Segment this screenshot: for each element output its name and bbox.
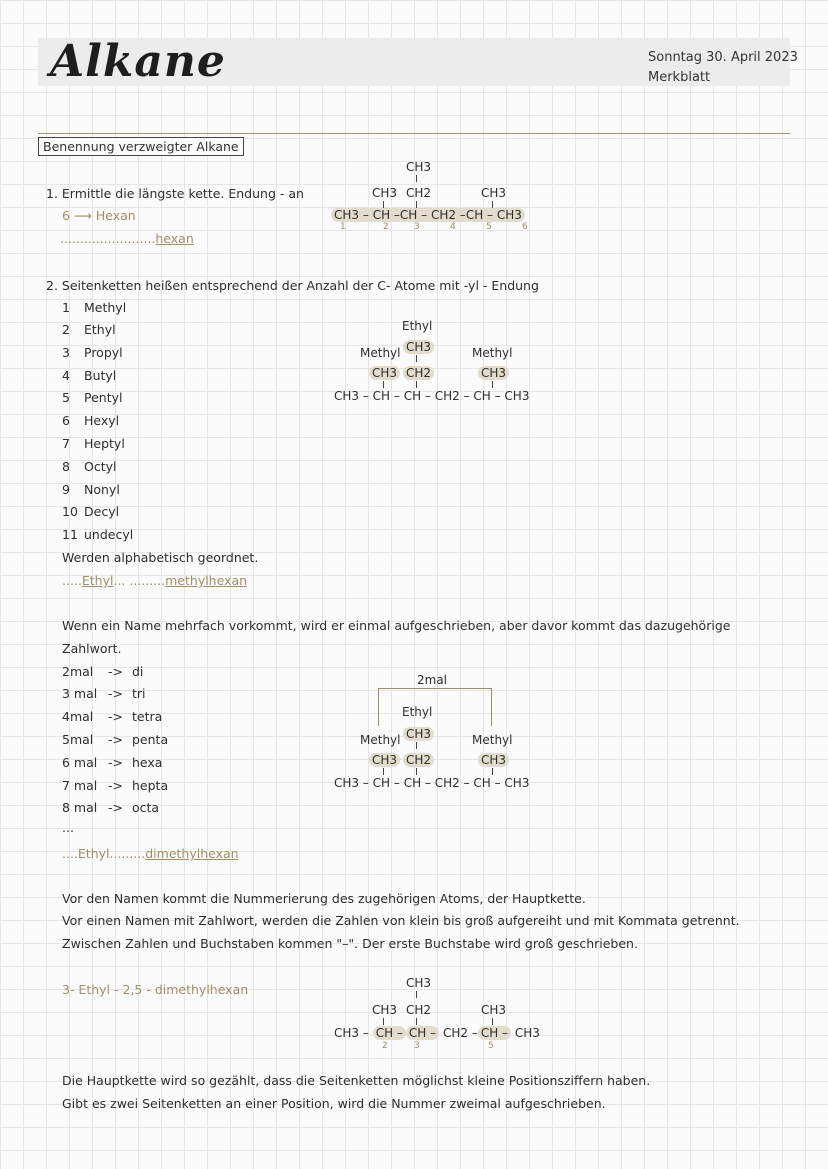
chain-atom-text: CH – [372,208,400,222]
list-name: Butyl [84,368,117,383]
list-item [62,413,119,428]
multiplier-item [62,755,162,770]
final-branch-left: CH3 [372,1003,398,1017]
chain-atom: CH2 – [442,1026,478,1040]
formula3-branch-left [369,753,400,767]
bond [383,1018,384,1025]
list-item [62,368,116,383]
count: 6 mal [62,755,98,770]
arrow: -> [108,800,123,815]
example-methyl: methylhexan [165,573,248,588]
highlighted-atom: CH – [373,1026,406,1040]
example-ethyl: ....Ethyl......... [62,846,146,861]
position-number: 2 [382,1041,388,1051]
arrow: -> [108,686,123,701]
multiplier-item [62,732,168,747]
final-branch-mid: CH2 [406,1003,432,1017]
list-name: Propyl [84,345,123,360]
list-item [62,300,126,315]
formula1-branch-right: CH3 [481,186,507,200]
multiplier-item [62,664,143,679]
bond [416,1018,417,1025]
arrow: -> [108,778,123,793]
chain-atom-text: CH3 – [334,208,369,222]
highlighted-atom: CH – [406,1026,439,1040]
multiplier-item [62,778,168,793]
multi-text-line2: Zahlwort. [62,641,122,656]
dots: ..... [62,573,82,588]
rules-line3: Zwischen Zahlen und Buchstaben kommen "–". Der erste Buchstabe wird groß geschrieben. [62,936,638,951]
list-number: 2 [62,322,70,337]
list-name: Nonyl [84,482,120,497]
bracket-top [378,688,492,689]
word: tetra [132,709,163,724]
list-name: Decyl [84,504,120,519]
multiplier-item [62,686,146,701]
list-number: 10 [62,504,78,519]
list-number: 6 [62,413,70,428]
bond [383,201,384,208]
formula2-chain: CH3 – CH – CH – CH2 – CH – CH3 [334,389,530,403]
chain-number: 2 [383,222,389,232]
chain-atom: CH3 – [334,1026,369,1040]
bond [416,355,417,362]
formula1-branch-left: CH3 [372,186,398,200]
label-methyl-right: Methyl [472,346,513,360]
final-name: 3- Ethyl - 2,5 - dimethylhexan [62,982,249,997]
chain-atom-text: CH – [399,208,428,222]
highlighted-group: CH3 [478,753,509,767]
list-item [62,527,133,542]
bond [416,201,417,208]
list-name: Octyl [84,459,117,474]
list-number: 9 [62,482,70,497]
chain-number: 6 [522,222,528,232]
arrow: -> [108,755,123,770]
step1-text: 1. Ermittle die längste kette. Endung - an [46,186,304,201]
step1-blank [60,231,194,246]
formula2-branch-right [478,366,509,380]
formula3-chain: CH3 – CH – CH – CH2 – CH – CH3 [334,776,530,790]
arrow: -> [108,732,123,747]
alphabetical-note: Werden alphabetisch geordnet. [62,550,259,565]
list-item [62,436,125,451]
bond [383,381,384,388]
bracket-right [491,688,492,726]
formula3-branch-right [478,753,509,767]
highlighted-group: CH3 [478,366,509,380]
list-item [62,482,120,497]
list-name: Pentyl [84,390,123,405]
position-number: 3 [414,1041,420,1051]
list-number: 5 [62,390,70,405]
bond [492,201,493,208]
bond [416,742,417,749]
highlighted-group: CH3 [403,727,434,741]
word: hepta [132,778,169,793]
highlighted-group: CH3 [369,753,400,767]
list-item [62,390,122,405]
arrow: -> [108,709,123,724]
position-number: 5 [488,1041,494,1051]
chain-atom [331,208,525,222]
formula1-branch-mid: CH2 [406,186,432,200]
chain-atom-text: CH – [465,208,494,222]
list-name: Heptyl [84,436,125,451]
list-name: Ethyl [84,322,116,337]
final-branch-right: CH3 [481,1003,507,1017]
bond [416,991,417,998]
highlighted-atom: CH – [478,1026,511,1040]
list-number: 3 [62,345,70,360]
word: tri [132,686,146,701]
step1-dots: ........................ [60,231,156,246]
chain-number: 4 [450,222,456,232]
list-number: 4 [62,368,70,383]
final-top: CH3 [406,976,432,990]
list-number: 7 [62,436,70,451]
date: Sonntag 30. April 2023 [648,50,798,65]
word: penta [132,732,169,747]
formula3-branch-mid [403,753,434,767]
bracket-label: 2mal [417,673,448,687]
count: 3 mal [62,686,98,701]
list-name: Methyl [84,300,127,315]
list-number: 11 [62,527,78,542]
highlighted-group: CH3 [369,366,400,380]
list-number: 1 [62,300,70,315]
list-item [62,504,119,519]
bond [416,381,417,388]
chain-number: 3 [414,222,420,232]
highlighted-group: CH3 [403,340,434,354]
highlighted-group: CH2 [403,753,434,767]
count: 7 mal [62,778,98,793]
word: di [132,664,144,679]
bracket-left [378,688,379,726]
multi-text-line1: Wenn ein Name mehrfach vorkommt, wird er einmal aufgeschrieben, aber davor kommt das dazugehörige [62,618,731,633]
formula2-branch-mid [403,366,434,380]
list-item [62,345,123,360]
count: 8 mal [62,800,98,815]
bond [416,175,417,182]
bond [492,1018,493,1025]
count: 2mal [62,664,94,679]
multiplier-item [62,800,159,815]
example-ethyl: Ethyl [81,573,114,588]
chain-atom-text: CH3 [496,208,522,222]
list-name: Hexyl [84,413,120,428]
count: 4mal [62,709,94,724]
multiplier-item [62,709,162,724]
chain-atom-text: CH2 – [430,208,466,222]
arrow: -> [108,664,123,679]
list-name: undecyl [84,527,134,542]
label-methyl-left: Methyl [360,346,401,360]
formula3-top [403,727,434,741]
word: octa [132,800,160,815]
step2-example [62,573,247,588]
final-chain [334,1026,540,1040]
word: hexa [132,755,163,770]
bond [492,381,493,388]
formula2-top [403,340,434,354]
list-item [62,322,116,337]
label-ethyl: Ethyl [402,705,433,719]
chain-number: 1 [340,222,346,232]
multi-example [62,846,239,861]
label-ethyl: Ethyl [402,319,433,333]
section-title: Benennung verzweigter Alkane [38,137,244,156]
header-meta [648,48,798,88]
rules-line2: Vor einen Namen mit Zahlwort, werden die Zahlen von klein bis groß aufgereiht und mit Kommata getrennt. [62,913,740,928]
footer-line1: Die Hauptkette wird so gezählt, dass die Seitenketten möglichst kleine Positionsziffern haben. [62,1073,651,1088]
footer-line2: Gibt es zwei Seitenketten an einer Position, wird die Nummer zweimal aufgeschrieben. [62,1096,606,1111]
label-methyl-right: Methyl [472,733,513,747]
bond [416,768,417,775]
label-methyl-left: Methyl [360,733,401,747]
highlighted-group: CH2 [403,366,434,380]
list-number: 8 [62,459,70,474]
step1-suffix: hexan [155,231,194,246]
example-dimethyl: dimethylhexan [145,846,239,861]
bond [492,768,493,775]
section-rule [38,133,790,134]
bond [383,768,384,775]
formula1-top: CH3 [406,160,432,174]
step2-text: 2. Seitenketten heißen entsprechend der Anzahl der C- Atome mit -yl - Endung [46,278,539,293]
page-title: Alkane [50,36,226,87]
count: 5mal [62,732,94,747]
document-type: Merkblatt [648,70,711,85]
chain-number: 5 [486,222,492,232]
list-item [62,459,116,474]
step1-example: 6 ⟶ Hexan [62,208,136,223]
chain-atom: CH3 [514,1026,540,1040]
ellipsis: ... [62,820,74,835]
formula2-branch-left [369,366,400,380]
dots: ... ......... [113,573,166,588]
rules-line1: Vor den Namen kommt die Nummerierung des zugehörigen Atoms, der Hauptkette. [62,891,586,906]
formula1-chain [331,208,525,222]
